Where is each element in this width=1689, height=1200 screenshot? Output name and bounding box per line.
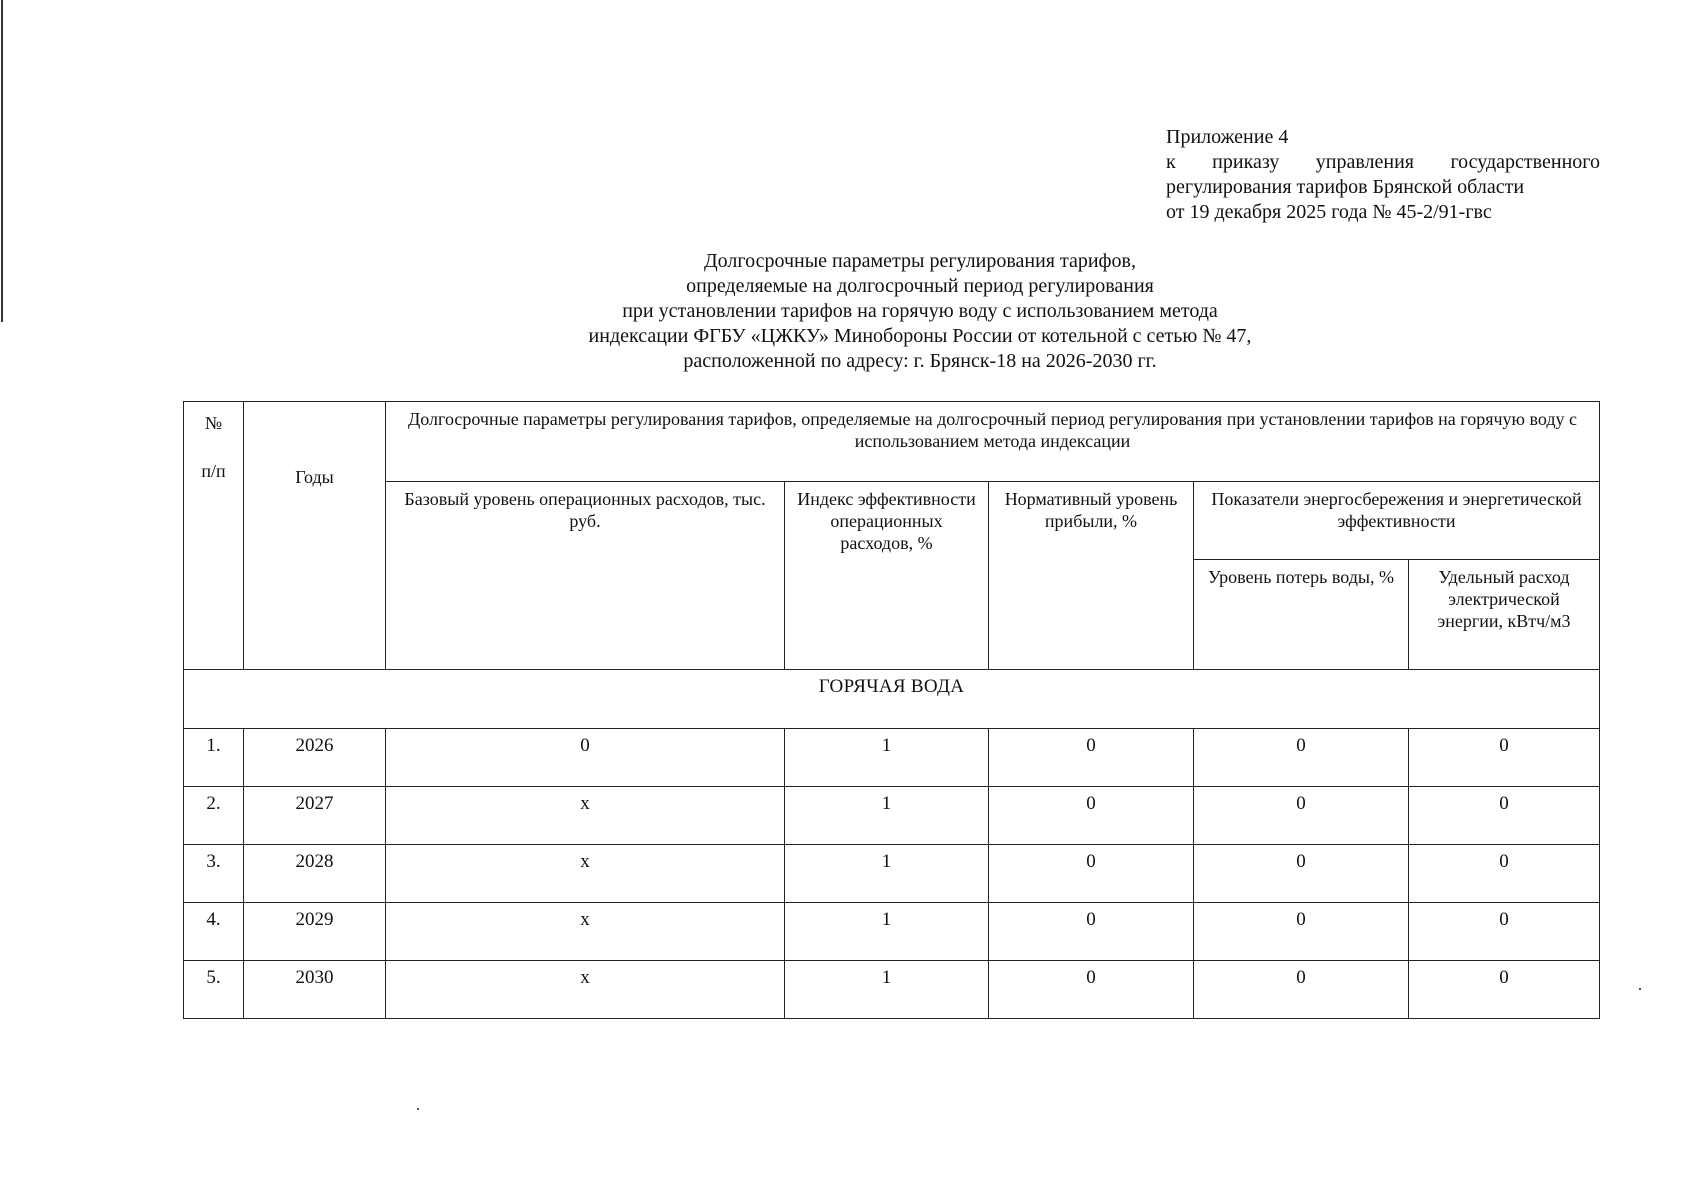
appendix-number: Приложение 4 [1166, 126, 1289, 148]
row-year: 2029 [244, 903, 386, 961]
document-title [480, 249, 1360, 374]
scan-speck [417, 1108, 419, 1110]
table-row [184, 903, 1600, 961]
table-row [184, 845, 1600, 903]
row-number: 2. [184, 787, 244, 845]
header-electricity: Удельный расход электрической энергии, кВтч/м3 [1409, 560, 1600, 670]
row-base-level: x [386, 845, 785, 903]
header-years-cell [244, 402, 386, 670]
scan-edge-mark [1, 0, 3, 322]
appendix-date-line: от 19 декабря 2025 года № 45-2/91-гвс [1166, 201, 1492, 223]
row-electricity: 0 [1409, 903, 1600, 961]
row-profit-level: 0 [989, 961, 1194, 1019]
row-year: 2027 [244, 787, 386, 845]
row-number: 1. [184, 729, 244, 787]
row-efficiency-index: 1 [785, 729, 989, 787]
section-title: ГОРЯЧАЯ ВОДА [184, 670, 1600, 729]
row-water-loss: 0 [1194, 845, 1409, 903]
header-number-symbol: № [204, 413, 223, 433]
row-number: 3. [184, 845, 244, 903]
row-profit-level: 0 [989, 787, 1194, 845]
header-profit-level: Нормативный уровень прибыли, % [989, 482, 1194, 670]
row-electricity: 0 [1409, 787, 1600, 845]
row-base-level: 0 [386, 729, 785, 787]
title-line-3: при установлении тарифов на горячую воду с использованием метода [622, 300, 1218, 322]
row-electricity: 0 [1409, 729, 1600, 787]
row-base-level: x [386, 787, 785, 845]
row-year: 2026 [244, 729, 386, 787]
row-efficiency-index: 1 [785, 845, 989, 903]
row-efficiency-index: 1 [785, 961, 989, 1019]
header-number-cell [184, 402, 244, 670]
header-energy-indicators: Показатели энергосбережения и энергетической эффективности [1194, 482, 1600, 560]
row-base-level: x [386, 903, 785, 961]
appendix-order-line: к приказу управления государственного [1166, 151, 1600, 173]
row-profit-level: 0 [989, 845, 1194, 903]
header-row-sub [184, 482, 1600, 560]
header-row-main [184, 402, 1600, 482]
row-water-loss: 0 [1194, 729, 1409, 787]
appendix-block [1166, 125, 1600, 225]
row-water-loss: 0 [1194, 787, 1409, 845]
row-water-loss: 0 [1194, 961, 1409, 1019]
header-efficiency-index: Индекс эффективности операционных расходов, % [785, 482, 989, 670]
title-line-2: определяемые на долгосрочный период регулирования [686, 275, 1154, 297]
row-profit-level: 0 [989, 729, 1194, 787]
row-base-level: x [386, 961, 785, 1019]
parameters-table [183, 401, 1600, 1019]
row-water-loss: 0 [1194, 903, 1409, 961]
row-year: 2028 [244, 845, 386, 903]
row-number: 4. [184, 903, 244, 961]
header-water-loss: Уровень потерь воды, % [1194, 560, 1409, 670]
title-line-4: индексации ФГБУ «ЦЖКУ» Минобороны России от котельной с сетью № 47, [588, 325, 1252, 347]
section-row [184, 670, 1600, 729]
title-line-1: Долгосрочные параметры регулирования тарифов, [704, 250, 1136, 272]
row-profit-level: 0 [989, 903, 1194, 961]
row-year: 2030 [244, 961, 386, 1019]
header-years: Годы [295, 467, 334, 487]
row-electricity: 0 [1409, 845, 1600, 903]
header-number-pp: п/п [201, 461, 226, 481]
appendix-authority-line: регулирования тарифов Брянской области [1166, 176, 1525, 198]
row-electricity: 0 [1409, 961, 1600, 1019]
row-number: 5. [184, 961, 244, 1019]
table-row [184, 787, 1600, 845]
title-line-5: расположенной по адресу: г. Брянск-18 на 2026-2030 гг. [683, 350, 1157, 372]
table-row [184, 729, 1600, 787]
row-efficiency-index: 1 [785, 787, 989, 845]
row-efficiency-index: 1 [785, 903, 989, 961]
header-base-level: Базовый уровень операционных расходов, тыс. руб. [386, 482, 785, 670]
table-row [184, 961, 1600, 1019]
header-main: Долгосрочные параметры регулирования тарифов, определяемые на долгосрочный период регулирования при установлении тарифов на горячую воду с использованием метода индексации [386, 402, 1600, 482]
scan-speck [1639, 988, 1641, 990]
